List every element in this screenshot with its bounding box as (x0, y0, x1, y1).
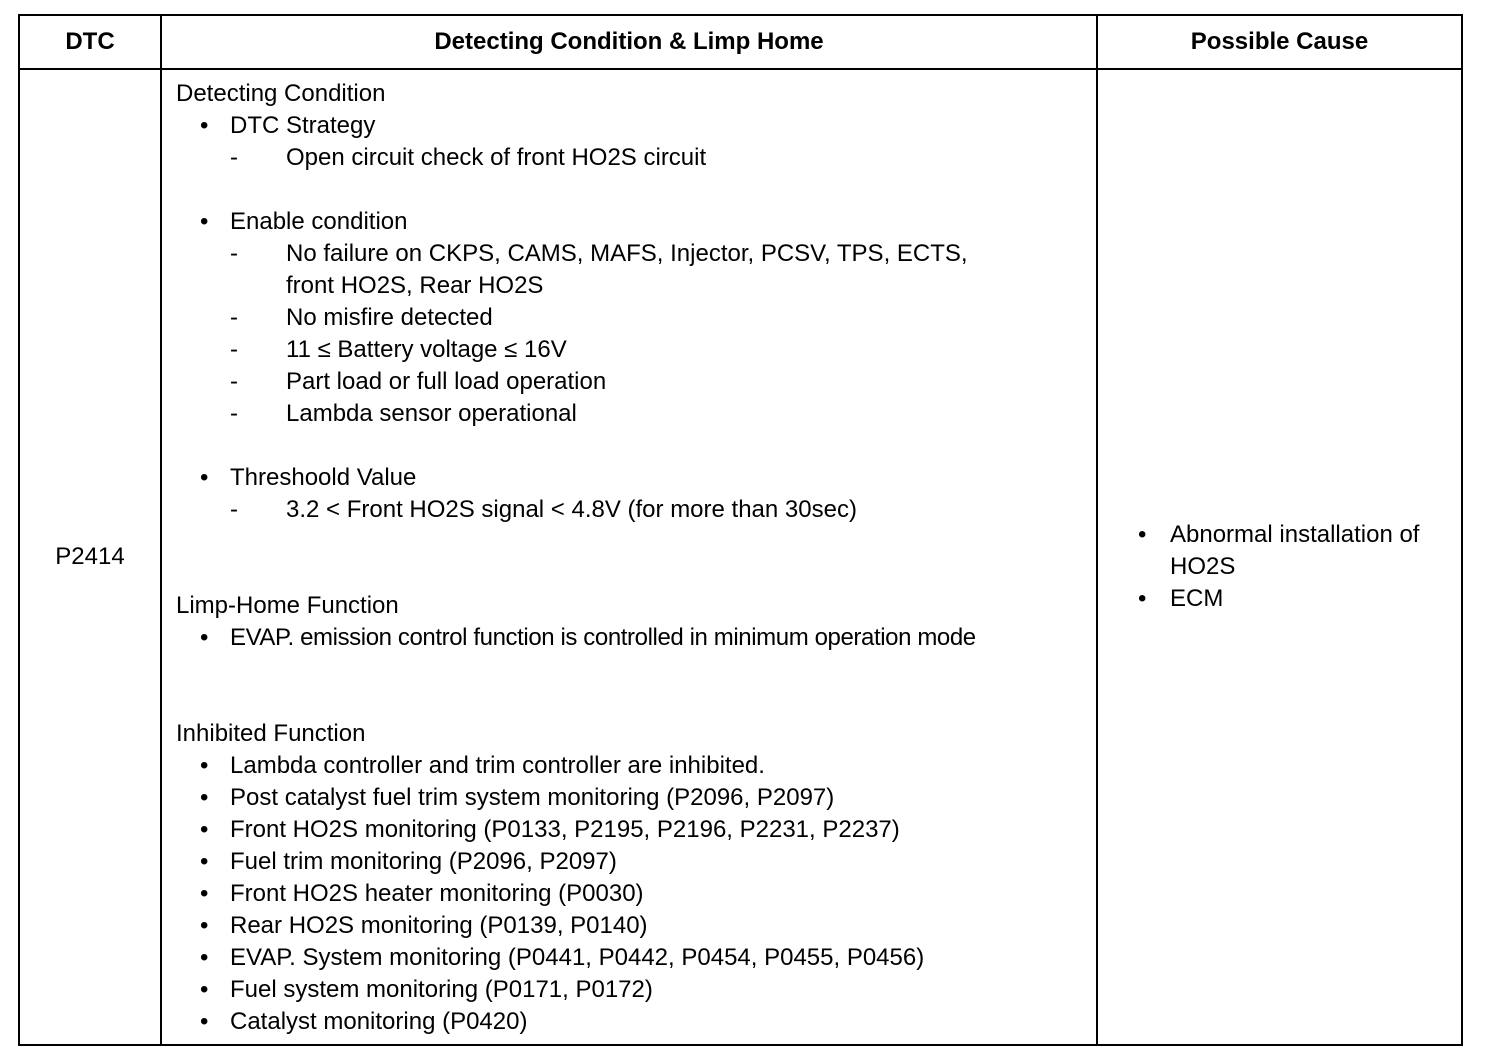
bullet-icon: • (200, 880, 209, 907)
dash-icon: - (230, 400, 238, 427)
dash-icon: - (230, 144, 238, 171)
bullet-icon: • (200, 976, 209, 1003)
list-item: • Fuel system monitoring (P0171, P0172) (176, 974, 1090, 1006)
bullet-icon: • (1138, 585, 1147, 612)
detecting-condition-title: Detecting Condition (176, 80, 386, 107)
bullet-icon: • (200, 944, 209, 971)
strategy-label: DTC Strategy (230, 112, 376, 139)
dash-icon: - (230, 240, 238, 267)
bullet-icon: • (200, 848, 209, 875)
header-condition: Detecting Condition & Limp Home (161, 15, 1097, 69)
bullet-icon: • (200, 752, 209, 779)
list-item: • Post catalyst fuel trim system monitoring (P2096, P2097) (176, 782, 1090, 814)
threshold-label: Threshoold Value (230, 464, 417, 491)
bullet-icon: • (200, 208, 209, 235)
bullet-icon: • (1138, 521, 1147, 548)
limp-home-title: Limp-Home Function (176, 592, 399, 619)
table-row (19, 69, 1462, 1045)
header-row (19, 15, 1462, 69)
dash-icon: - (230, 336, 238, 363)
list-item: - 3.2 < Front HO2S signal < 4.8V (for more than 30sec) (176, 494, 1090, 526)
dtc-table (18, 14, 1463, 1046)
dash-icon: - (230, 496, 238, 523)
list-item: - 11 ≤ Battery voltage ≤ 16V (176, 334, 1090, 366)
bullet-icon: • (200, 112, 209, 139)
list-item: • Lambda controller and trim controller are inhibited. (176, 750, 1090, 782)
list-item: • EVAP. emission control function is controlled in minimum operation mode (176, 622, 1090, 654)
header-dtc: DTC (19, 15, 161, 69)
list-item: - Lambda sensor operational (176, 398, 1090, 430)
list-item: - Open circuit check of front HO2S circuit (176, 142, 1090, 174)
enable-bullet (176, 206, 1090, 238)
dash-icon: - (230, 368, 238, 395)
bullet-icon: • (200, 816, 209, 843)
list-item: - No failure on CKPS, CAMS, MAFS, Injector, PCSV, TPS, ECTS, front HO2S, Rear HO2S (176, 238, 1090, 302)
list-item: - Part load or full load operation (176, 366, 1090, 398)
list-item: • ECM (1138, 583, 1461, 615)
bullet-icon: • (200, 912, 209, 939)
list-item: • Abnormal installation of HO2S (1138, 519, 1461, 583)
threshold-bullet (176, 462, 1090, 494)
enable-label: Enable condition (230, 208, 408, 235)
strategy-bullet (176, 110, 1090, 142)
bullet-icon: • (200, 1008, 209, 1035)
bullet-icon: • (200, 784, 209, 811)
list-item: • EVAP. System monitoring (P0441, P0442, P0454, P0455, P0456) (176, 942, 1090, 974)
bullet-icon: • (200, 624, 209, 651)
possible-cause-cell (1097, 69, 1462, 1045)
dtc-code: P2414 (19, 69, 161, 1045)
bullet-icon: • (200, 464, 209, 491)
list-item: • Front HO2S monitoring (P0133, P2195, P2196, P2231, P2237) (176, 814, 1090, 846)
dash-icon: - (230, 304, 238, 331)
list-item: • Catalyst monitoring (P0420) (176, 1006, 1090, 1038)
list-item: • Fuel trim monitoring (P2096, P2097) (176, 846, 1090, 878)
list-item: • Rear HO2S monitoring (P0139, P0140) (176, 910, 1090, 942)
list-item: - No misfire detected (176, 302, 1090, 334)
list-item: • Front HO2S heater monitoring (P0030) (176, 878, 1090, 910)
condition-cell (161, 69, 1097, 1045)
inhibited-function-title: Inhibited Function (176, 720, 366, 747)
header-cause: Possible Cause (1097, 15, 1462, 69)
